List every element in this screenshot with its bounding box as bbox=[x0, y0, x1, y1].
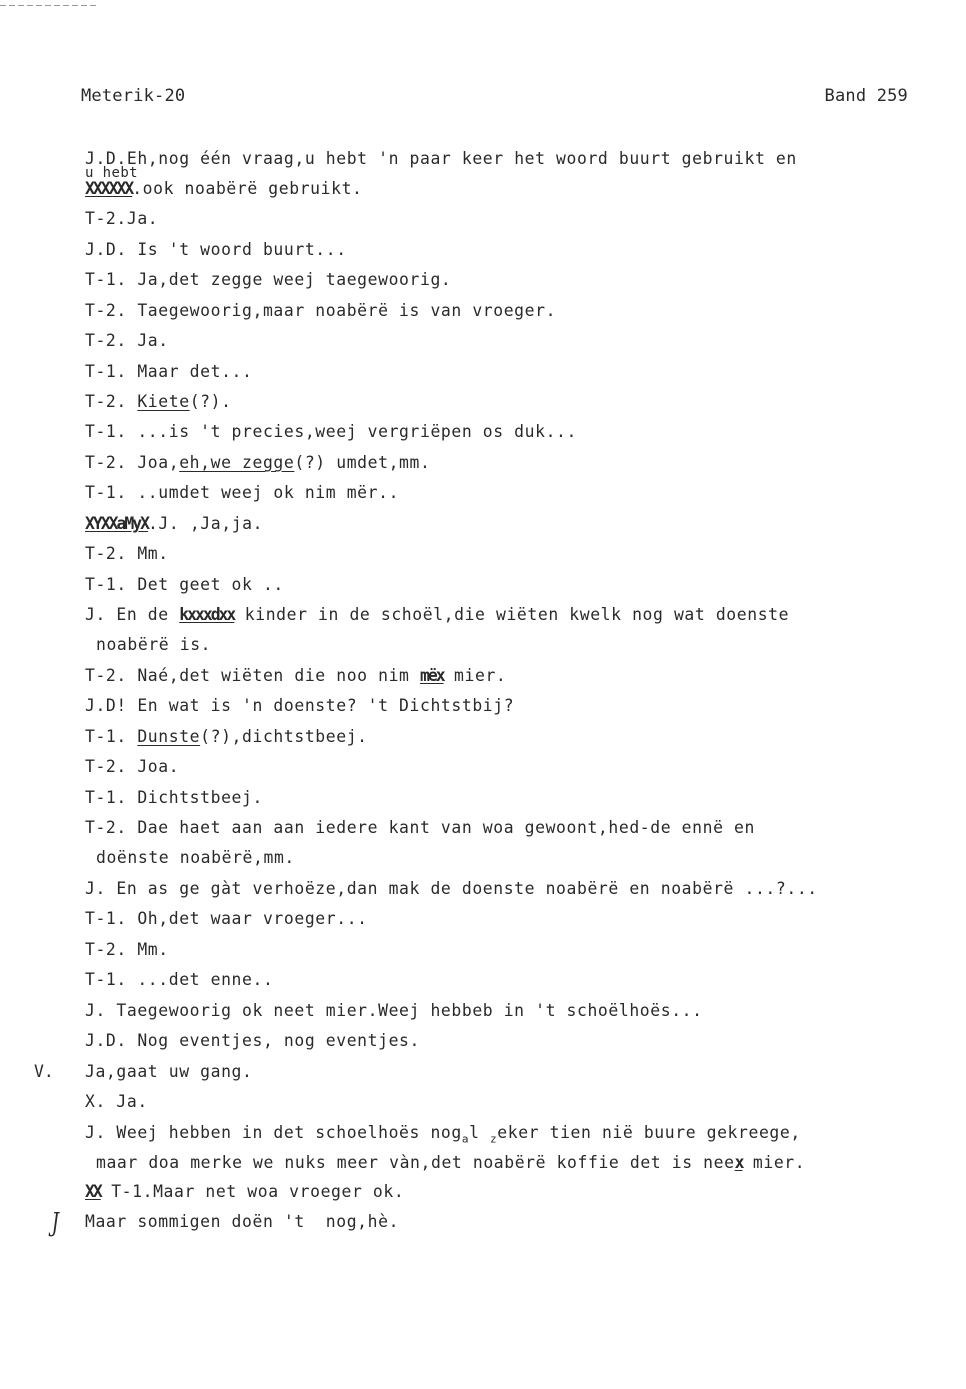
struck-text: x bbox=[734, 1153, 743, 1172]
transcript-line: T-1. ...is 't precies,weej vergriëpen os duk... bbox=[85, 422, 577, 441]
document-id: Meterik-20 bbox=[81, 86, 186, 106]
transcript-line: T-1. ...det enne.. bbox=[85, 970, 274, 989]
transcript-line: Ja,gaat uw gang. bbox=[85, 1062, 253, 1081]
struck-text: XX bbox=[85, 1182, 101, 1201]
transcript-line: J.D. Nog eventjes, nog eventjes. bbox=[85, 1031, 420, 1050]
transcript-line: noabërë is. bbox=[96, 635, 212, 654]
transcript-line: J. En as ge gàt verhoëze,dan mak de doenste noabërë en noabërë ...?... bbox=[85, 879, 818, 898]
transcript-line bbox=[85, 179, 363, 199]
transcript-line: doënste noabërë,mm. bbox=[96, 848, 295, 867]
struck-text: mëx bbox=[419, 666, 444, 685]
transcript-line: J.D. Is 't woord buurt... bbox=[85, 240, 347, 259]
line-text: .J. ,Ja,ja. bbox=[147, 514, 264, 533]
transcript-line: T-2. Mm. bbox=[85, 940, 169, 959]
struck-text: XYXXaMyX bbox=[85, 514, 148, 533]
transcript-line bbox=[85, 727, 368, 747]
underlined-text: Kiete bbox=[137, 392, 190, 411]
line-text: (?) umdet,mm. bbox=[294, 453, 431, 472]
transcript-line: T-2.Ja. bbox=[85, 209, 159, 228]
line-text: kinder in de schoël,die wiëten kwelk nog wat doenste bbox=[234, 605, 790, 624]
line-text: T-2. bbox=[85, 392, 138, 411]
transcript-line: X. Ja. bbox=[85, 1092, 148, 1111]
transcript-line bbox=[85, 149, 797, 169]
struck-text: kxxxdxx bbox=[179, 605, 235, 624]
line-text: T-2. Joa, bbox=[85, 453, 180, 472]
scan-artifact bbox=[0, 5, 96, 6]
line-text: (?),dichtstbeej. bbox=[200, 727, 368, 746]
subscript-text: z bbox=[490, 1132, 498, 1146]
line-text: mier. bbox=[443, 666, 507, 685]
line-text: .ook noabërë gebruikt. bbox=[132, 179, 363, 198]
struck-text: XXXXXX bbox=[85, 179, 133, 198]
transcript-line: T-1. ..umdet weej ok nim mër.. bbox=[85, 483, 400, 502]
transcript-line: T-1. Ja,det zegge weej taegewoorig. bbox=[85, 270, 452, 289]
line-text: Eh,nog één vraag,u hebt 'n paar keer het woord buurt gebruikt en bbox=[126, 149, 797, 168]
transcript-line: Maar sommigen doën 't nog,hè. bbox=[85, 1212, 400, 1231]
tape-number: Band 259 bbox=[824, 86, 908, 106]
handwritten-margin-mark: J bbox=[51, 1208, 59, 1238]
line-text: T-2. Naé,det wiëten die noo nim bbox=[85, 666, 420, 685]
line-text: mier. bbox=[742, 1153, 806, 1172]
line-text: l bbox=[469, 1123, 491, 1142]
transcript-line bbox=[85, 514, 263, 534]
transcript-line: J. Taegewoorig ok neet mier.Weej hebbeb in 't schoëlhoës... bbox=[85, 1001, 703, 1020]
transcript-line bbox=[85, 392, 232, 412]
overtyped-text: u hebt bbox=[85, 165, 138, 181]
line-text: (?). bbox=[189, 392, 232, 411]
transcript-line: T-2. Mm. bbox=[85, 544, 169, 563]
line-text: maar doa merke we nuks meer vàn,det noabërë koffie det is nee bbox=[96, 1153, 735, 1172]
transcript-line: T-2. Taegewoorig,maar noabërë is van vroeger. bbox=[85, 301, 557, 320]
transcript-line bbox=[85, 666, 506, 686]
margin-note: V. bbox=[34, 1062, 54, 1081]
line-text: T-1.Maar net woa vroeger ok. bbox=[100, 1182, 405, 1201]
transcript-line: T-1. Dichtstbeej. bbox=[85, 788, 263, 807]
transcript-line: T-2. Dae haet aan aan iedere kant van woa gewoont,hed-de ennë en bbox=[85, 818, 755, 837]
transcript-line: T-1. Oh,det waar vroeger... bbox=[85, 909, 368, 928]
transcript-line bbox=[85, 1123, 801, 1149]
line-text: J. Weej hebben in det schoelhoës nog bbox=[85, 1123, 462, 1142]
underlined-text: eh,we zegge bbox=[179, 453, 295, 472]
transcript-line bbox=[85, 453, 430, 473]
transcript-line: T-2. Ja. bbox=[85, 331, 169, 350]
line-text: J. En de bbox=[85, 605, 180, 624]
transcript-line bbox=[85, 605, 789, 625]
line-text: eker tien nië buure gekreege, bbox=[497, 1123, 801, 1142]
transcript-line: T-1. Maar det... bbox=[85, 362, 253, 381]
speaker-label: J.D. bbox=[85, 149, 127, 168]
line-text: T-1. bbox=[85, 727, 138, 746]
transcript-line bbox=[85, 1182, 404, 1202]
transcript-line bbox=[96, 1153, 805, 1173]
transcript-line: T-2. Joa. bbox=[85, 757, 180, 776]
underlined-text: Dunste bbox=[137, 727, 201, 746]
transcript-line: T-1. Det geet ok .. bbox=[85, 575, 284, 594]
subscript-text: a bbox=[461, 1132, 470, 1146]
transcript-line: J.D! En wat is 'n doenste? 't Dichtstbij? bbox=[85, 696, 515, 715]
